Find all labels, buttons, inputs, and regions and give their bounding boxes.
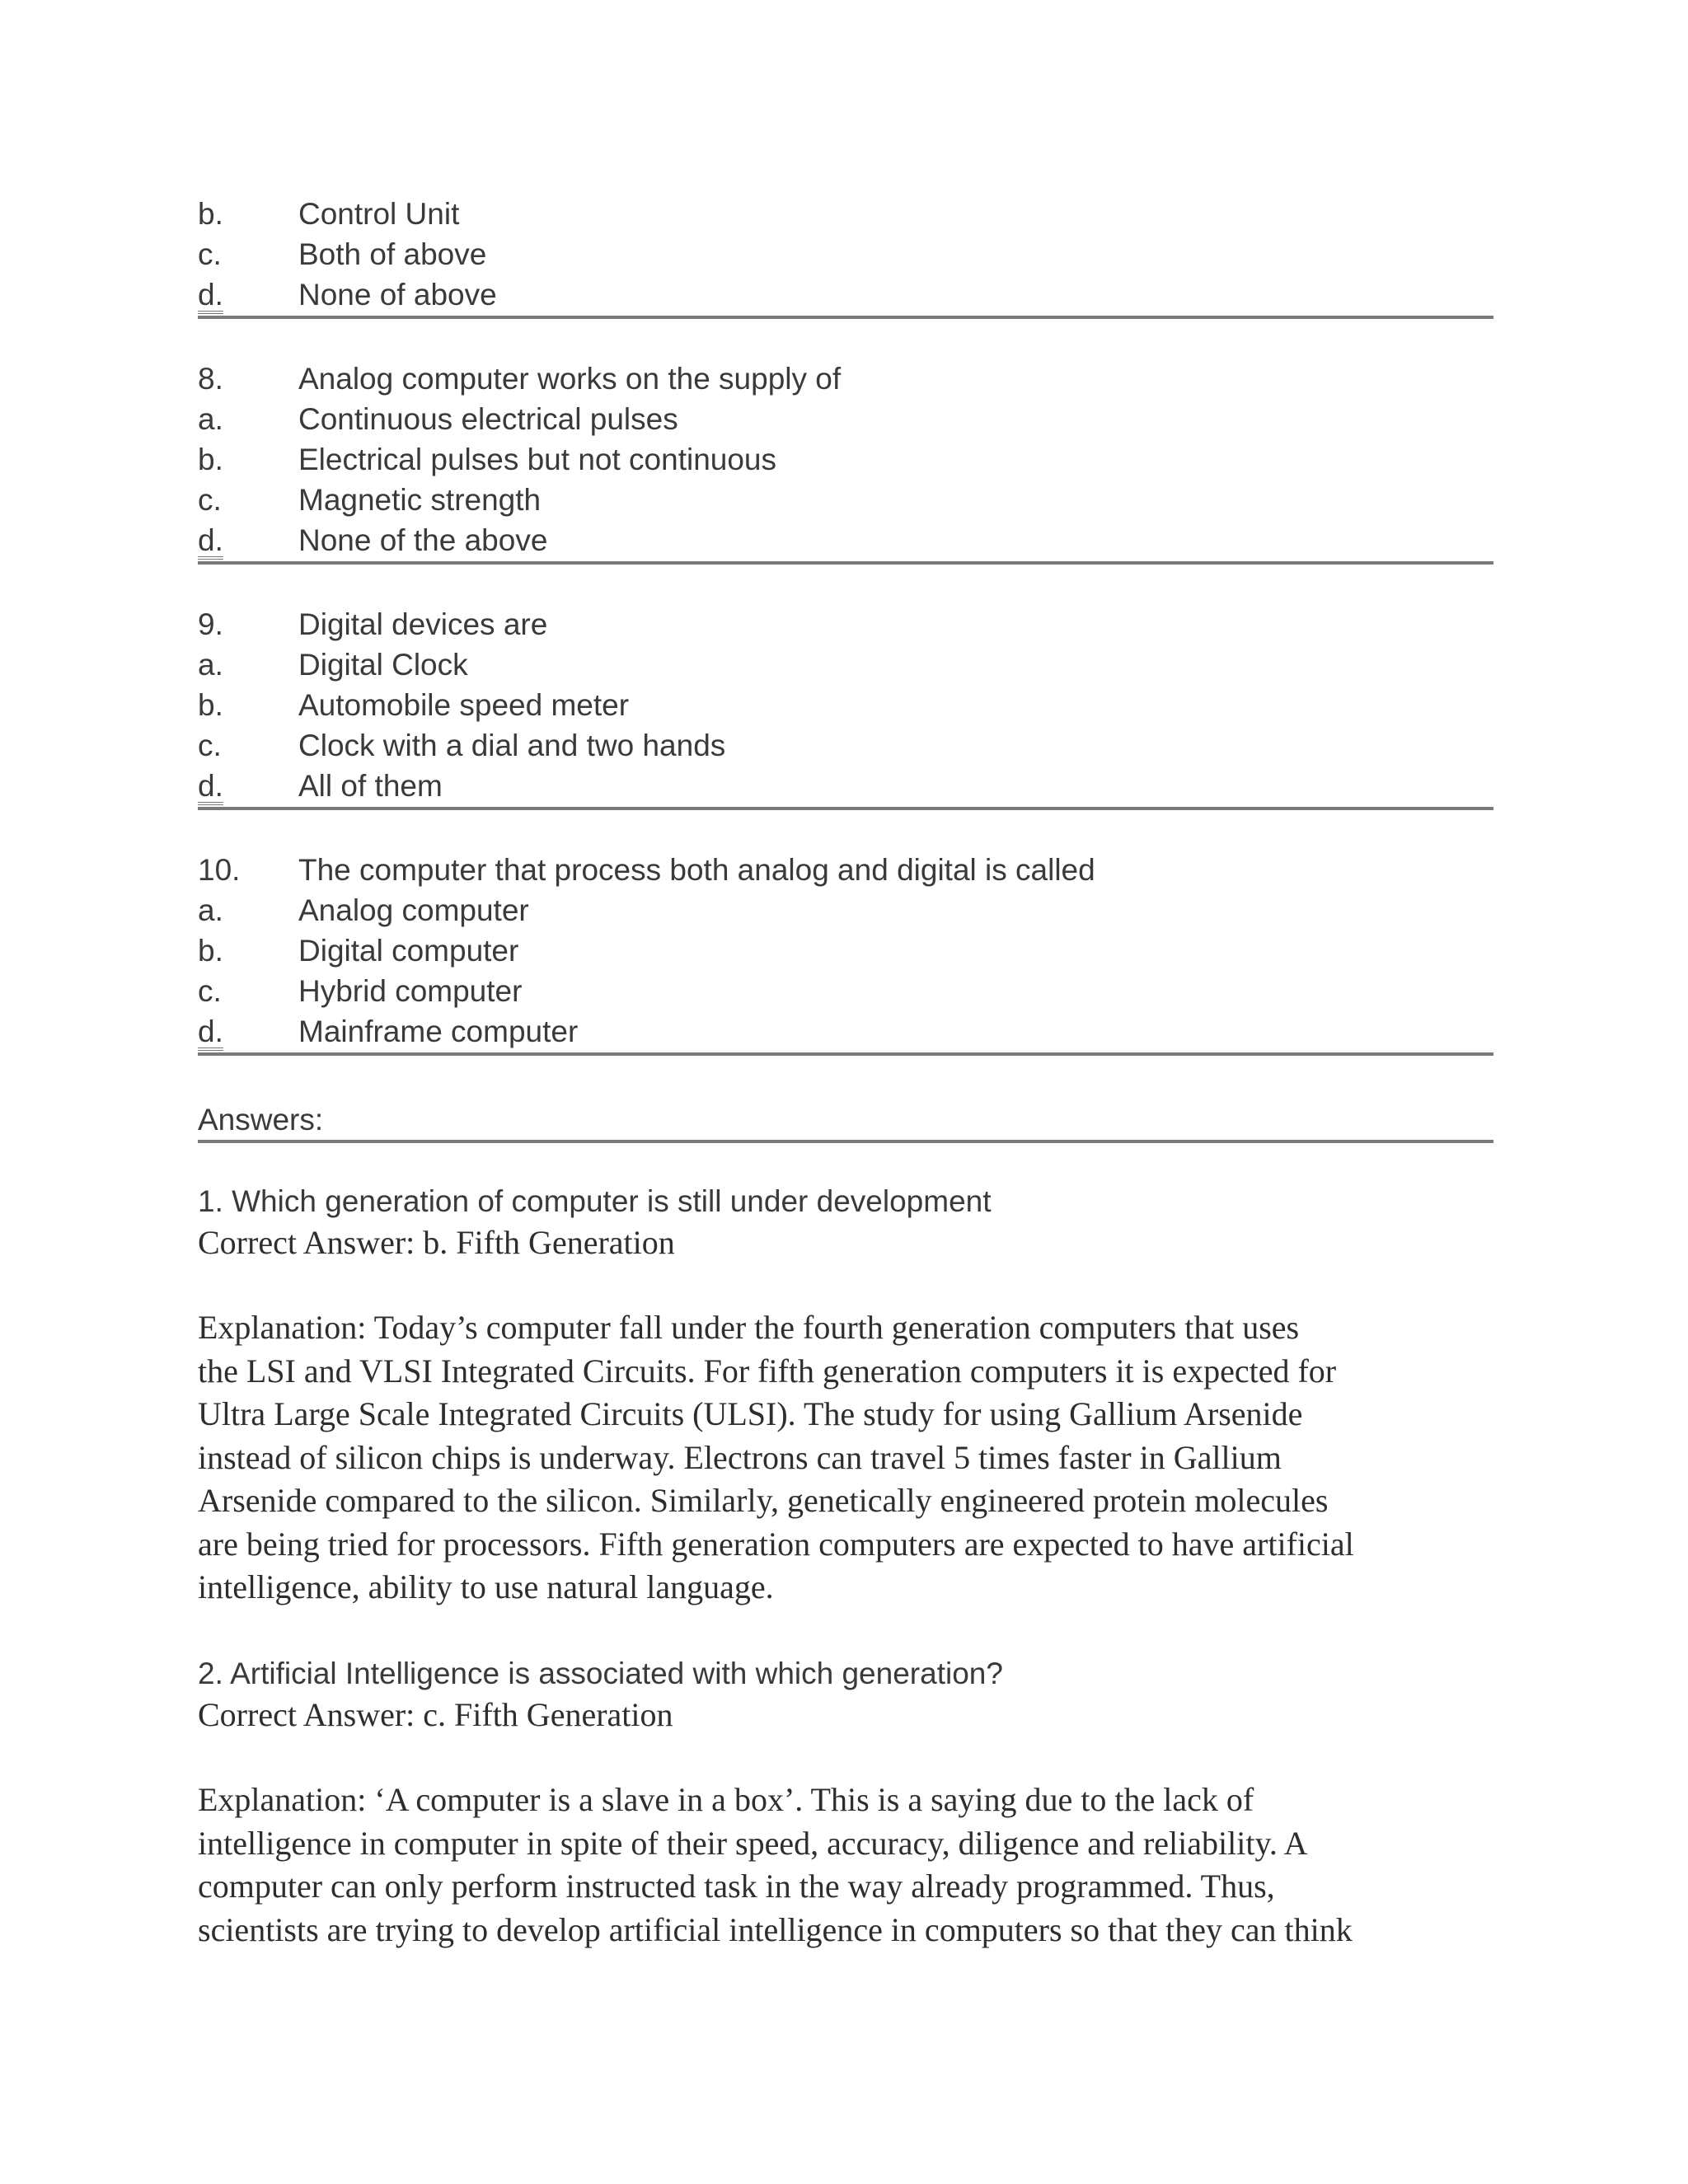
option-text: None of above bbox=[298, 277, 497, 312]
option-text: Hybrid computer bbox=[298, 973, 523, 1008]
option-row bbox=[198, 930, 1493, 971]
option-row bbox=[198, 520, 1493, 560]
option-letter-text: d. bbox=[198, 523, 223, 557]
divider bbox=[198, 1140, 1493, 1143]
option-letter bbox=[198, 769, 298, 804]
option-letter-text: d. bbox=[198, 768, 223, 803]
option-text: Control Unit bbox=[298, 196, 460, 231]
question-number: 10. bbox=[198, 852, 241, 887]
option-letter: c. bbox=[198, 728, 222, 762]
option-row bbox=[198, 725, 1493, 766]
divider bbox=[198, 316, 1493, 319]
divider bbox=[198, 1052, 1493, 1056]
option-text: Magnetic strength bbox=[298, 482, 542, 517]
answer-1-question: 1. Which generation of computer is still under development bbox=[198, 1184, 992, 1218]
option-letter-text: d. bbox=[198, 1014, 223, 1048]
option-letter: b. bbox=[198, 687, 223, 722]
option-letter: c. bbox=[198, 973, 222, 1008]
option-letter: a. bbox=[198, 401, 223, 436]
option-text: Digital computer bbox=[298, 933, 519, 968]
option-row bbox=[198, 971, 1493, 1011]
answer-2-question: 2. Artificial Intelligence is associated with which generation? bbox=[198, 1657, 1003, 1690]
question-number: 9. bbox=[198, 607, 223, 641]
answer-1-explanation bbox=[198, 1306, 1517, 1610]
option-text: Mainframe computer bbox=[298, 1014, 579, 1048]
option-row bbox=[198, 1011, 1493, 1052]
option-text: Both of above bbox=[298, 237, 487, 271]
divider bbox=[198, 561, 1493, 565]
question-row bbox=[198, 850, 1493, 890]
explanation-line: the LSI and VLSI Integrated Circuits. For fifth generation computers it is expected for bbox=[198, 1352, 1337, 1390]
explanation-line: Explanation: ‘A computer is a slave in a box’. This is a saying due to the lack of bbox=[198, 1781, 1254, 1818]
option-letter: b. bbox=[198, 442, 223, 476]
option-row bbox=[198, 439, 1493, 480]
option-letter: b. bbox=[198, 196, 223, 231]
explanation-line: Explanation: Today’s computer fall under the fourth generation computers that uses bbox=[198, 1309, 1300, 1346]
option-text: None of the above bbox=[298, 523, 548, 557]
option-row bbox=[198, 890, 1493, 930]
question-text: Analog computer works on the supply of bbox=[298, 361, 842, 396]
explanation-line: intelligence, ability to use natural language. bbox=[198, 1568, 774, 1605]
option-text: All of them bbox=[298, 768, 443, 803]
explanation-line: computer can only perform instructed task in the way already programmed. Thus, bbox=[198, 1868, 1275, 1905]
option-row bbox=[198, 766, 1493, 806]
explanation-line: instead of silicon chips is underway. Electrons can travel 5 times faster in Gallium bbox=[198, 1438, 1282, 1476]
answer-2-correct: Correct Answer: c. Fifth Generation bbox=[198, 1696, 673, 1733]
explanation-line: Arsenide compared to the silicon. Similarly, genetically engineered protein molecules bbox=[198, 1482, 1329, 1519]
question-text: The computer that process both analog and digital is called bbox=[298, 852, 1095, 887]
question-text: Digital devices are bbox=[298, 607, 548, 641]
explanation-line: are being tried for processors. Fifth generation computers are expected to have artificial bbox=[198, 1525, 1354, 1563]
option-row bbox=[198, 480, 1493, 520]
option-row bbox=[198, 685, 1493, 725]
option-row bbox=[198, 194, 1493, 234]
question-row bbox=[198, 604, 1493, 644]
explanation-line: intelligence in computer in spite of their speed, accuracy, diligence and reliability. A bbox=[198, 1824, 1308, 1862]
divider bbox=[198, 807, 1493, 810]
option-row bbox=[198, 399, 1493, 439]
option-letter: c. bbox=[198, 482, 222, 517]
question-10 bbox=[198, 850, 1493, 1052]
option-letter-text: d. bbox=[198, 277, 223, 312]
explanation-line: Ultra Large Scale Integrated Circuits (ULSI). The study for using Gallium Arsenide bbox=[198, 1395, 1303, 1432]
question-8 bbox=[198, 359, 1493, 560]
option-row bbox=[198, 644, 1493, 685]
option-letter: c. bbox=[198, 237, 222, 271]
question-row bbox=[198, 359, 1493, 399]
option-letter bbox=[198, 1015, 298, 1049]
option-row bbox=[198, 234, 1493, 274]
option-text: Continuous electrical pulses bbox=[298, 401, 678, 436]
explanation-line: scientists are trying to develop artificial intelligence in computers so that they can think bbox=[198, 1910, 1353, 1948]
question-9 bbox=[198, 604, 1493, 806]
option-text: Electrical pulses but not continuous bbox=[298, 442, 777, 476]
option-row bbox=[198, 274, 1493, 315]
option-letter bbox=[198, 278, 298, 312]
option-text: Digital Clock bbox=[298, 647, 468, 682]
option-text: Clock with a dial and two hands bbox=[298, 728, 726, 762]
option-letter bbox=[198, 523, 298, 558]
option-letter: a. bbox=[198, 893, 223, 927]
option-letter: b. bbox=[198, 933, 223, 968]
question-number: 8. bbox=[198, 361, 223, 396]
answer-1-correct: Correct Answer: b. Fifth Generation bbox=[198, 1224, 675, 1261]
answers-heading: Answers: bbox=[198, 1103, 324, 1137]
option-text: Automobile speed meter bbox=[298, 687, 630, 722]
option-text: Analog computer bbox=[298, 893, 529, 927]
answer-2-explanation bbox=[198, 1779, 1517, 1952]
option-letter: a. bbox=[198, 647, 223, 682]
question-7-options bbox=[198, 194, 1493, 315]
